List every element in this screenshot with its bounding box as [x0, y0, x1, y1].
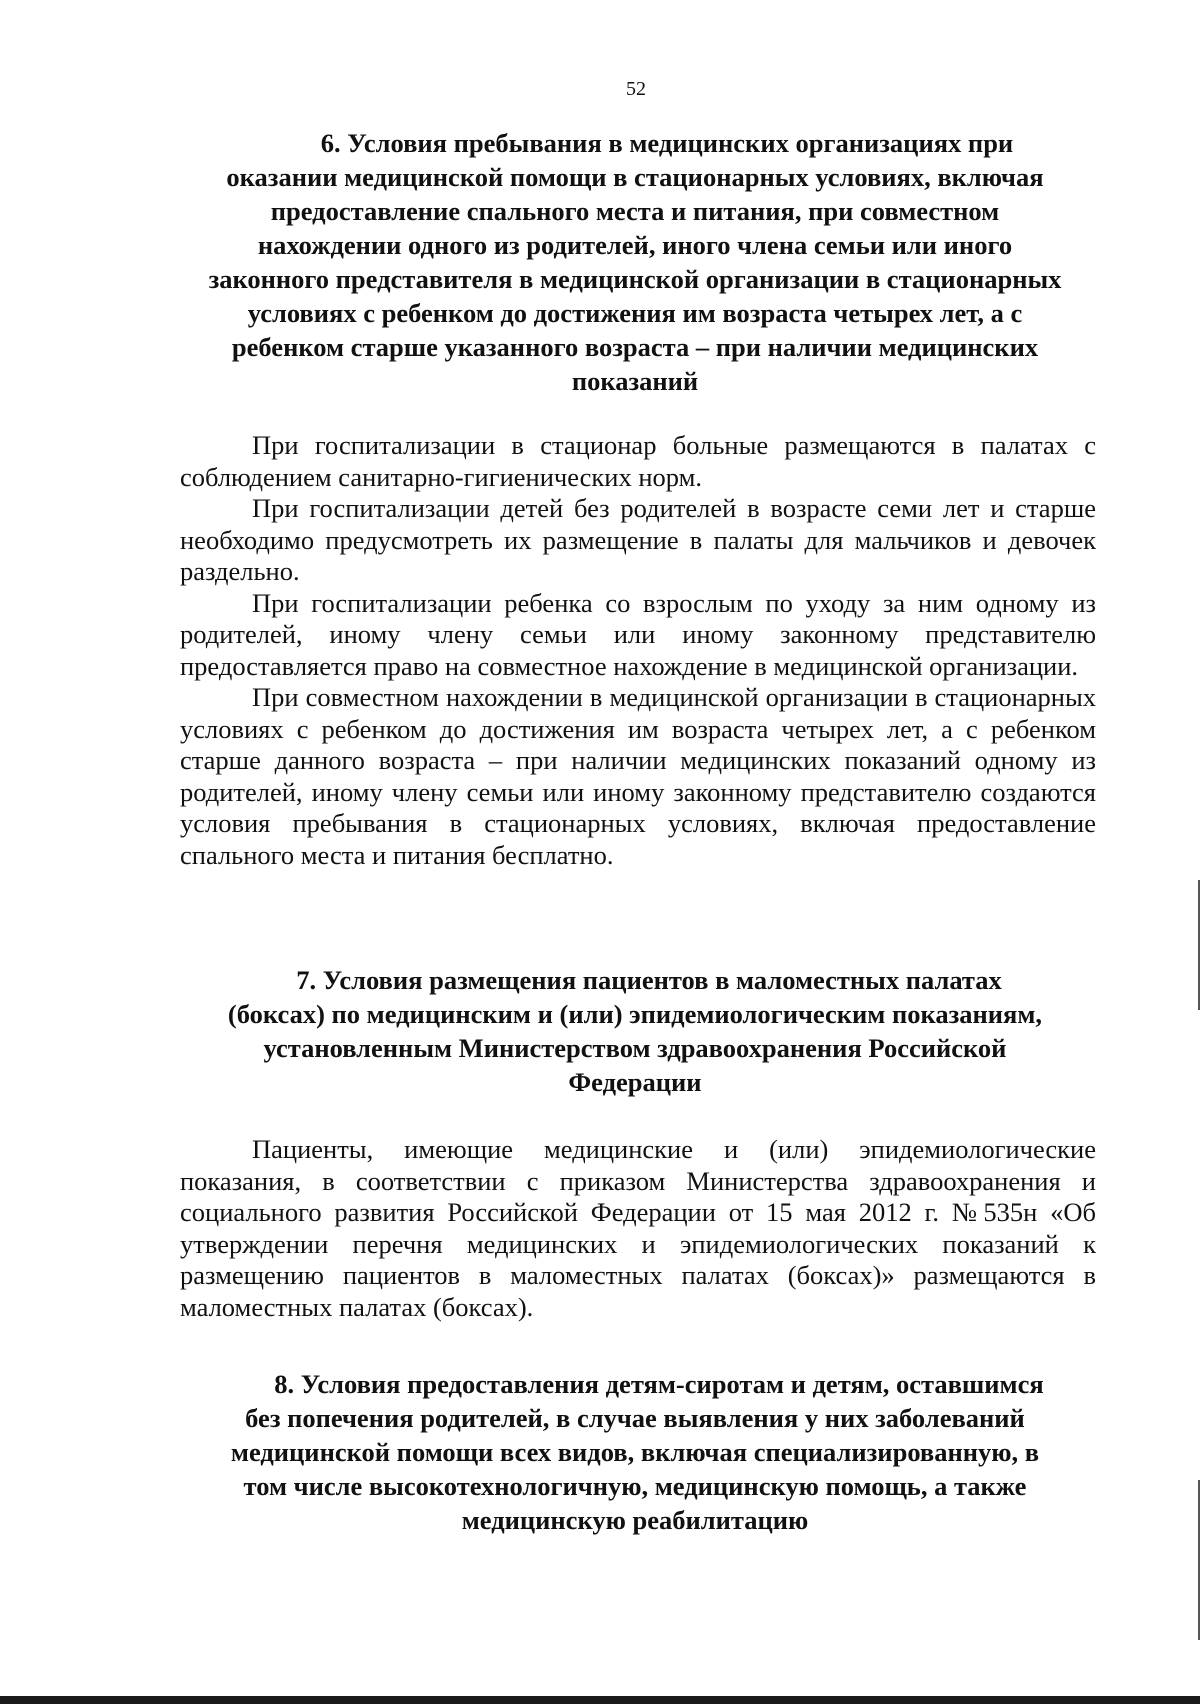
heading-line: 7. Условия размещения пациентов в маломестных палатах	[296, 965, 1002, 995]
heading-line: (боксах) по медицинским и (или) эпидемиологическим показаниям,	[227, 999, 1043, 1029]
heading-line: 6. Условия пребывания в медицинских организациях при	[320, 128, 1014, 158]
heading-line: том числе высокотехнологичную, медицинскую помощь, а также	[243, 1471, 1027, 1501]
paragraph: При госпитализации в стационар больные размещаются в палатах с соблюдением санитарно-гигиенических норм.	[180, 430, 1096, 492]
heading-line: ребенком старше указанного возраста – при наличии медицинских	[231, 332, 1039, 362]
paragraph: При госпитализации ребенка со взрослым по уходу за ним одному из родителей, иному члену семьи или иному законному представителю предоставляется право на совместное нахождение в медицинской организации.	[180, 587, 1096, 681]
paragraph: При госпитализации детей без родителей в возрасте семи лет и старше необходимо предусмотреть их размещение в палаты для мальчиков и девочек раздельно.	[180, 493, 1096, 586]
heading-line: условиях с ребенком до достижения им возраста четырех лет, а с	[247, 298, 1023, 328]
paragraph: При совместном нахождении в медицинской организации в стационарных условиях с ребенком до достижения им возраста четырех лет, а с ребенком старше данного возраста – при наличии медицинских показаний одному из родителей, иному члену семьи или иному законному представителю создаются условия пребывания в стационарных условиях, включая предоставление спального места и питания бесплатно.	[180, 682, 1096, 870]
section-7-body	[180, 1134, 1096, 1323]
heading-line: предоставление спального места и питания, при совместном	[270, 196, 1000, 226]
section-7-heading	[165, 963, 1105, 1099]
heading-line: медицинской помощи всех видов, включая специализированную, в	[230, 1437, 1040, 1467]
paragraph: Пациенты, имеющие медицинские и (или) эпидемиологические показания, в соответствии с приказом Министерства здравоохранения и социального развития Российской Федерации от 15 мая 2012 г. №535н «Об утверждении перечня медицинских и эпидемиологических показаний к размещению пациентов в маломестных палатах (боксах)» размещаются в маломестных палатах (боксах).	[180, 1134, 1096, 1322]
section-8-heading	[165, 1367, 1105, 1537]
heading-line: законного представителя в медицинской организации в стационарных	[208, 264, 1062, 294]
section-6-body	[180, 430, 1096, 871]
heading-line: оказании медицинской помощи в стационарных условиях, включая	[226, 162, 1044, 192]
heading-line: установленным Министерством здравоохранения Российской	[263, 1033, 1007, 1063]
heading-line: без попечения родителей, в случае выявления у них заболеваний	[245, 1403, 1025, 1433]
scan-bottom-edge	[0, 1696, 1200, 1704]
heading-line: Федерации	[568, 1067, 702, 1097]
section-6-heading	[165, 126, 1105, 398]
heading-line: 8. Условия предоставления детям-сиротам и детям, оставшимся	[274, 1369, 1044, 1399]
heading-line: нахождении одного из родителей, иного члена семьи или иного	[257, 230, 1013, 260]
heading-line: показаний	[571, 366, 699, 396]
heading-line: медицинскую реабилитацию	[461, 1505, 809, 1535]
page-number: 52	[626, 78, 646, 100]
